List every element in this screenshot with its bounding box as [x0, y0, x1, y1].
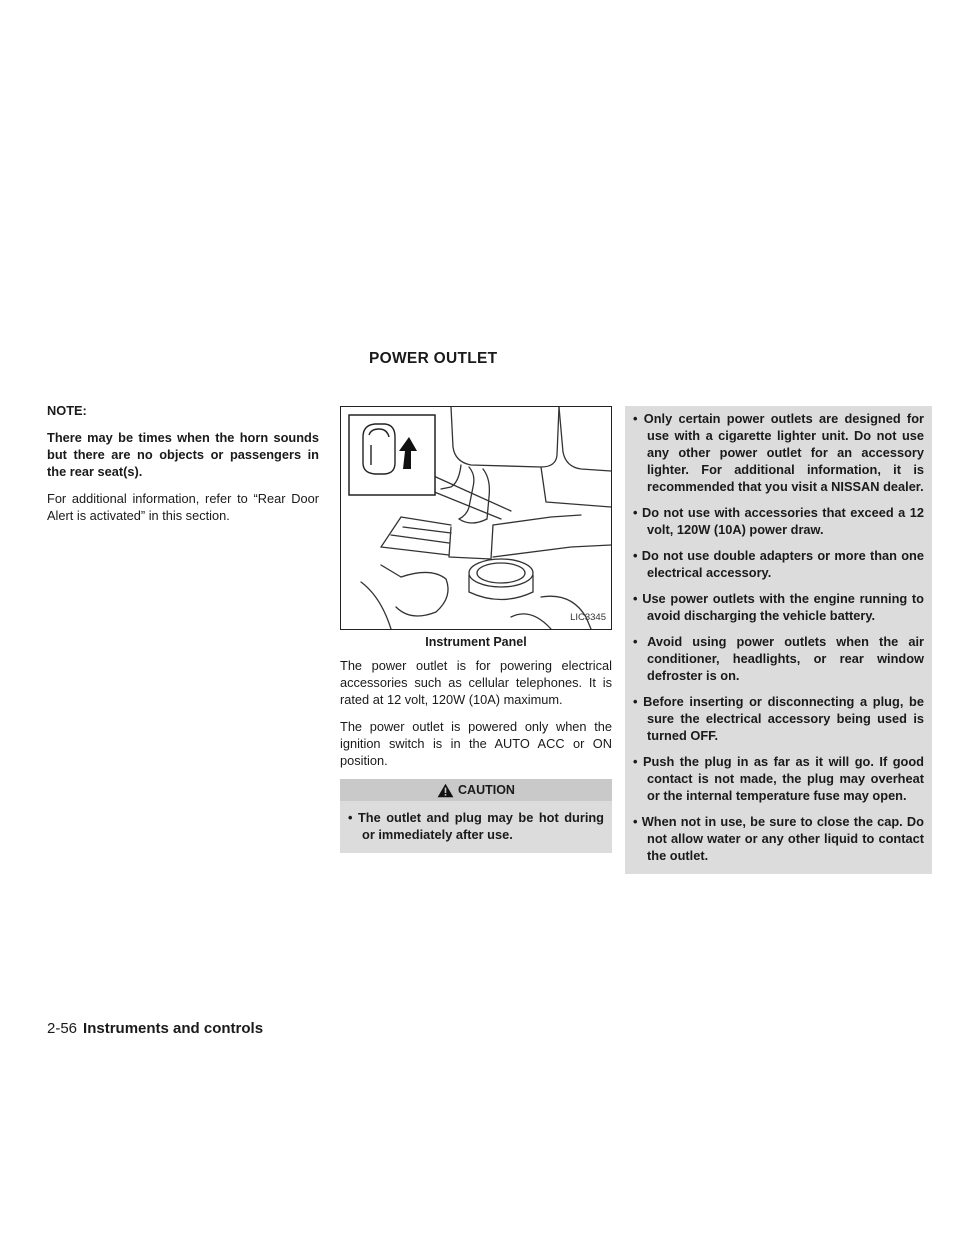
list-item	[633, 547, 924, 581]
caution-continuation-box	[625, 406, 932, 874]
list-item-text: When not in use, be sure to close the cap. Do not allow water or any other liquid to contact the outlet.	[641, 814, 924, 863]
bullet-glyph: •	[633, 694, 638, 709]
list-item-text: Push the plug in as far as it will go. If good contact is not made, the plug may overheat or the internal temperature fuse may open.	[643, 754, 924, 803]
warning-triangle-icon	[437, 783, 454, 798]
bullet-glyph: •	[633, 411, 638, 426]
caution-header	[340, 779, 612, 801]
list-item	[633, 504, 924, 538]
bullet-glyph: •	[348, 810, 353, 825]
list-item	[633, 753, 924, 804]
page-footer	[47, 1020, 263, 1037]
console-drawing	[341, 407, 611, 629]
note-bold-text: There may be times when the horn sounds but there are no objects or passengers in the rear seat(s).	[47, 430, 319, 479]
footer-section-name: Instruments and controls	[83, 1020, 264, 1037]
list-item	[633, 590, 924, 624]
list-item	[633, 410, 924, 495]
power-outlet-column	[340, 406, 612, 853]
caution-box	[340, 779, 612, 853]
list-item	[633, 693, 924, 744]
list-item-text: Use power outlets with the engine running to avoid discharging the vehicle battery.	[642, 591, 924, 623]
bullet-glyph: •	[633, 548, 638, 563]
caution-list	[340, 801, 612, 853]
caution-heading: CAUTION	[458, 782, 515, 797]
power-outlet-ignition-text: The power outlet is powered only when the ignition switch is in the AUTO ACC or ON position.	[340, 719, 612, 768]
list-item-text: Do not use with accessories that exceed a 12 volt, 120W (10A) power draw.	[641, 505, 924, 537]
page-number: 2-56	[47, 1020, 78, 1037]
bullet-glyph: •	[633, 591, 638, 606]
caution-item-text: The outlet and plug may be hot during or immediately after use.	[357, 810, 605, 842]
section-title: POWER OUTLET	[369, 350, 498, 367]
note-reference-text: For additional information, refer to “Rear Door Alert is activated” in this section.	[47, 491, 319, 523]
instrument-panel-illustration	[340, 406, 612, 630]
caution-item	[348, 809, 604, 843]
figure-code: LIC3345	[570, 612, 606, 623]
list-item-text: Avoid using power outlets when the air conditioner, headlights, or rear window defroster is on.	[647, 634, 924, 683]
note-heading: NOTE:	[47, 403, 87, 418]
bullet-glyph: •	[633, 505, 638, 520]
list-item	[633, 813, 924, 864]
power-outlet-rating-text: The power outlet is for powering electrical accessories such as cellular telephones. It is rated at 12 volt, 120W (10A) maximum.	[340, 658, 612, 707]
outlet-cautions-column	[625, 406, 932, 874]
list-item-text: Only certain power outlets are designed for use with a cigarette lighter unit. Do not use any other power outlet for an accessory lighter. For additional information, it is recommended that you visit a NISSAN dealer.	[643, 411, 924, 494]
list-item	[633, 633, 924, 684]
figure-caption: Instrument Panel	[425, 635, 527, 649]
bullet-glyph: •	[633, 754, 638, 769]
bullet-glyph: •	[633, 814, 638, 829]
note-column	[47, 402, 319, 534]
list-item-text: Do not use double adapters or more than one electrical accessory.	[641, 548, 924, 580]
list-item-text: Before inserting or disconnecting a plug, be sure the electrical accessory being used is turned OFF.	[643, 694, 924, 743]
bullet-glyph: •	[633, 634, 638, 649]
